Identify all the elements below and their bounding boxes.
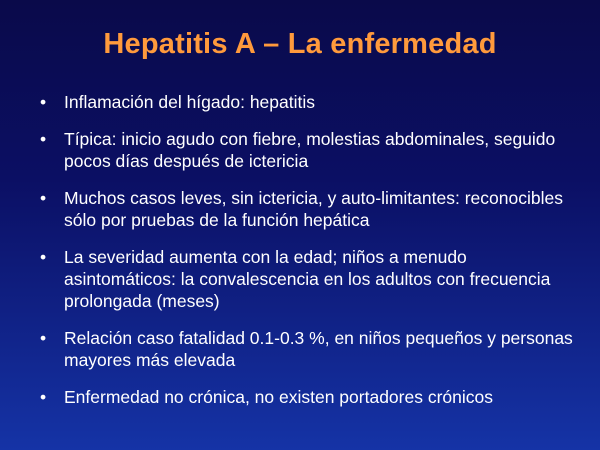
bullet-item (40, 128, 580, 172)
bullet-text: Muchos casos leves, sin ictericia, y auto-limitantes: reconocibles sólo por pruebas de la función hepática (64, 188, 563, 230)
bullet-item (40, 246, 580, 312)
bullet-text: Enfermedad no crónica, no existen portadores crónicos (64, 387, 493, 407)
slide-title: Hepatitis A – La enfermedad (103, 28, 497, 60)
bullet-text: Relación caso fatalidad 0.1-0.3 %, en niños pequeños y personas mayores más elevada (64, 328, 573, 370)
bullet-marker: • (40, 328, 47, 348)
bullet-list (40, 91, 580, 423)
bullet-marker: • (40, 129, 47, 149)
bullet-item (40, 91, 580, 113)
bullet-text: Inflamación del hígado: hepatitis (64, 92, 315, 112)
bullet-item (40, 386, 580, 408)
bullet-marker: • (40, 247, 47, 267)
bullet-item (40, 187, 580, 231)
bullet-text: La severidad aumenta con la edad; niños a menudo asintomáticos: la convalescencia en los adultos con frecuencia prolongada (meses) (64, 247, 551, 311)
bullet-marker: • (40, 92, 47, 112)
bullet-marker: • (40, 188, 47, 208)
bullet-text: Típica: inicio agudo con fiebre, molestias abdominales, seguido pocos días después de ictericia (64, 129, 556, 171)
bullet-marker: • (40, 387, 47, 407)
bullet-item (40, 327, 580, 371)
